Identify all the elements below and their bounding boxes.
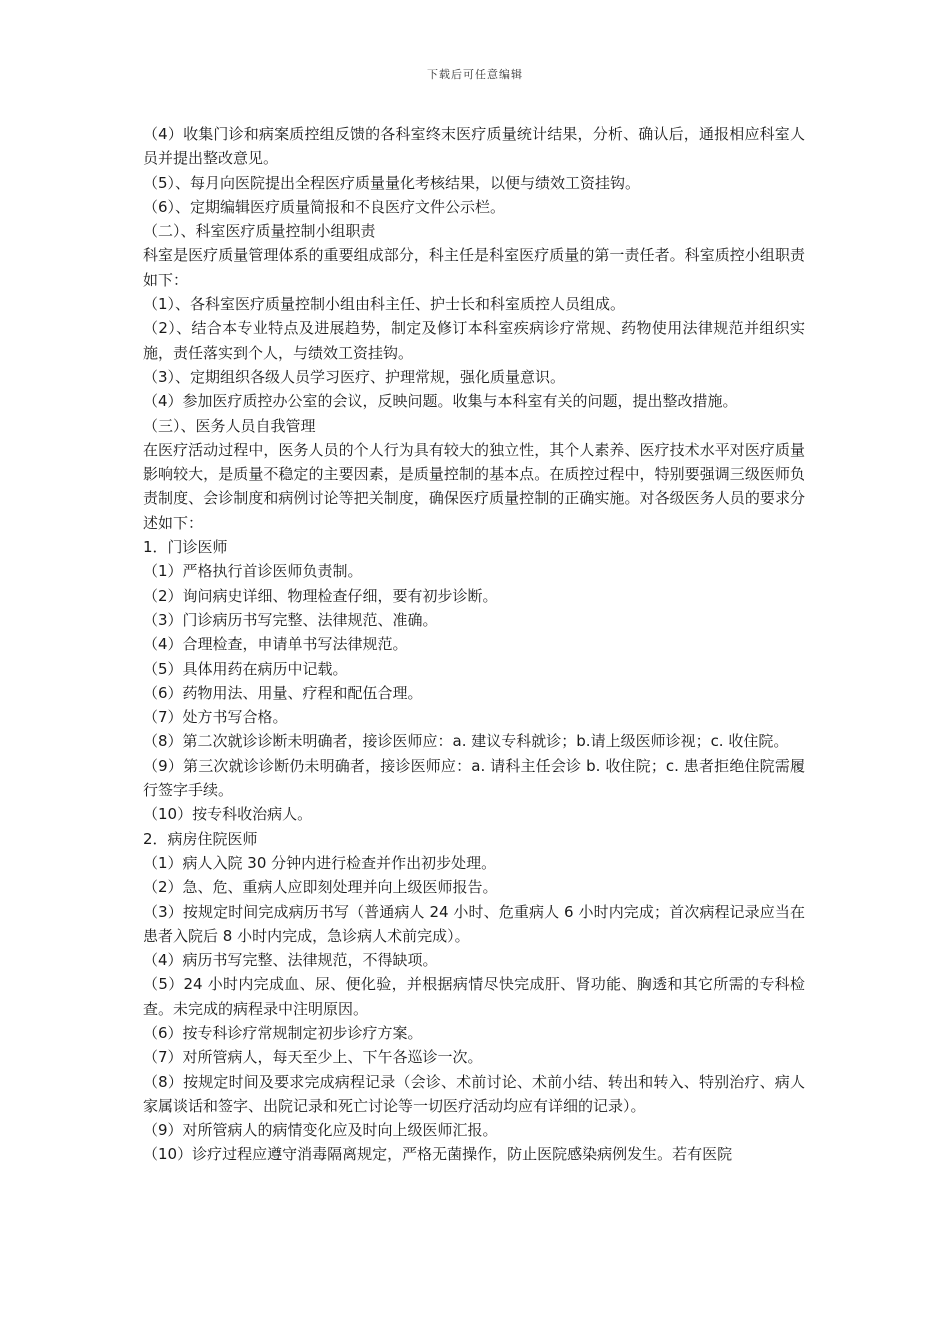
list-item: （5）24 小时内完成血、尿、便化验，并根据病情尽快完成肝、肾功能、胸透和其它所需的专科检查。未完成的病程录中注明原因。 bbox=[143, 975, 805, 1018]
list-item: （6）按专科诊疗常规制定初步诊疗方案。 bbox=[143, 1023, 423, 1042]
list-item: （7）对所管病人，每天至少上、下午各巡诊一次。 bbox=[143, 1048, 483, 1067]
list-item: （8）第二次就诊诊断未明确者，接诊医师应：a. 建议专科就诊；b.请上级医师诊视；c. 收住院。 bbox=[143, 732, 789, 751]
paragraph: （3）、定期组织各级人员学习医疗、护理常规，强化质量意识。 bbox=[143, 367, 566, 386]
list-item: （3）按规定时间完成病历书写（普通病人 24 小时、危重病人 6 小时内完成；首次病程记录应当在患者入院后 8 小时内完成，急诊病人术前完成）。 bbox=[143, 902, 805, 945]
list-item: （2）急、危、重病人应即刻处理并向上级医师报告。 bbox=[143, 878, 498, 897]
document-body bbox=[143, 122, 805, 1167]
paragraph: （1）、各科室医疗质量控制小组由科主任、护士长和科室质控人员组成。 bbox=[143, 295, 626, 314]
paragraph: （4）参加医疗质控办公室的会议，反映问题。收集与本科室有关的问题，提出整改措施。 bbox=[143, 392, 738, 411]
subsection-heading: 1．门诊医师 bbox=[143, 538, 228, 557]
list-item: （4）合理检查，申请单书写法律规范。 bbox=[143, 635, 408, 654]
paragraph: （4）收集门诊和病案质控组反馈的各科室终末医疗质量统计结果，分析、确认后，通报相应科室人员并提出整改意见。 bbox=[143, 125, 805, 168]
paragraph: （5）、每月向医院提出全程医疗质量量化考核结果，以便与绩效工资挂钩。 bbox=[143, 173, 641, 192]
list-item: （1）严格执行首诊医师负责制。 bbox=[143, 562, 363, 581]
section-heading: （三）、医务人员自我管理 bbox=[143, 416, 316, 435]
list-item: （4）病历书写完整、法律规范，不得缺项。 bbox=[143, 951, 438, 970]
list-item: （3）门诊病历书写完整、法律规范、准确。 bbox=[143, 610, 438, 629]
list-item: （10）按专科收治病人。 bbox=[143, 805, 313, 824]
list-item: （6）药物用法、用量、疗程和配伍合理。 bbox=[143, 683, 423, 702]
section-heading: （二）、科室医疗质量控制小组职责 bbox=[143, 222, 376, 241]
list-item: （10）诊疗过程应遵守消毒隔离规定，严格无菌操作，防止医院感染病例发生。若有医院 bbox=[143, 1145, 733, 1164]
paragraph: （6）、定期编辑医疗质量简报和不良医疗文件公示栏。 bbox=[143, 197, 506, 216]
paragraph: 科室是医疗质量管理体系的重要组成部分，科主任是科室医疗质量的第一责任者。科室质控小组职责如下： bbox=[143, 246, 805, 289]
list-item: （2）询问病史详细、物理检查仔细，要有初步诊断。 bbox=[143, 586, 498, 605]
list-item: （7）处方书写合格。 bbox=[143, 708, 288, 727]
list-item: （9）对所管病人的病情变化应及时向上级医师汇报。 bbox=[143, 1121, 498, 1140]
paragraph: 在医疗活动过程中，医务人员的个人行为具有较大的独立性，其个人素养、医疗技术水平对医疗质量影响较大，是质量不稳定的主要因素，是质量控制的基本点。在质控过程中，特别要强调三级医师负责制度、会诊制度和病例讨论等把关制度，确保医疗质量控制的正确实施。对各级医务人员的要求分述如下： bbox=[143, 440, 805, 532]
list-item: （1）病人入院 30 分钟内进行检查并作出初步处理。 bbox=[143, 853, 497, 872]
subsection-heading: 2．病房住院医师 bbox=[143, 829, 258, 848]
list-item: （8）按规定时间及要求完成病程记录（会诊、术前讨论、术前小结、转出和转入、特别治疗、病人家属谈话和签字、出院记录和死亡讨论等一切医疗活动均应有详细的记录）。 bbox=[143, 1072, 805, 1115]
list-item: （9）第三次就诊诊断仍未明确者，接诊医师应：a. 请科主任会诊 b. 收住院；c. 患者拒绝住院需履行签字手续。 bbox=[143, 756, 805, 800]
list-item: （5）具体用药在病历中记载。 bbox=[143, 659, 348, 678]
paragraph: （2）、结合本专业特点及进展趋势，制定及修订本科室疾病诊疗常规、药物使用法律规范并组织实施，责任落实到个人，与绩效工资挂钩。 bbox=[143, 319, 805, 362]
page-header: 下载后可任意编辑 bbox=[427, 68, 523, 81]
